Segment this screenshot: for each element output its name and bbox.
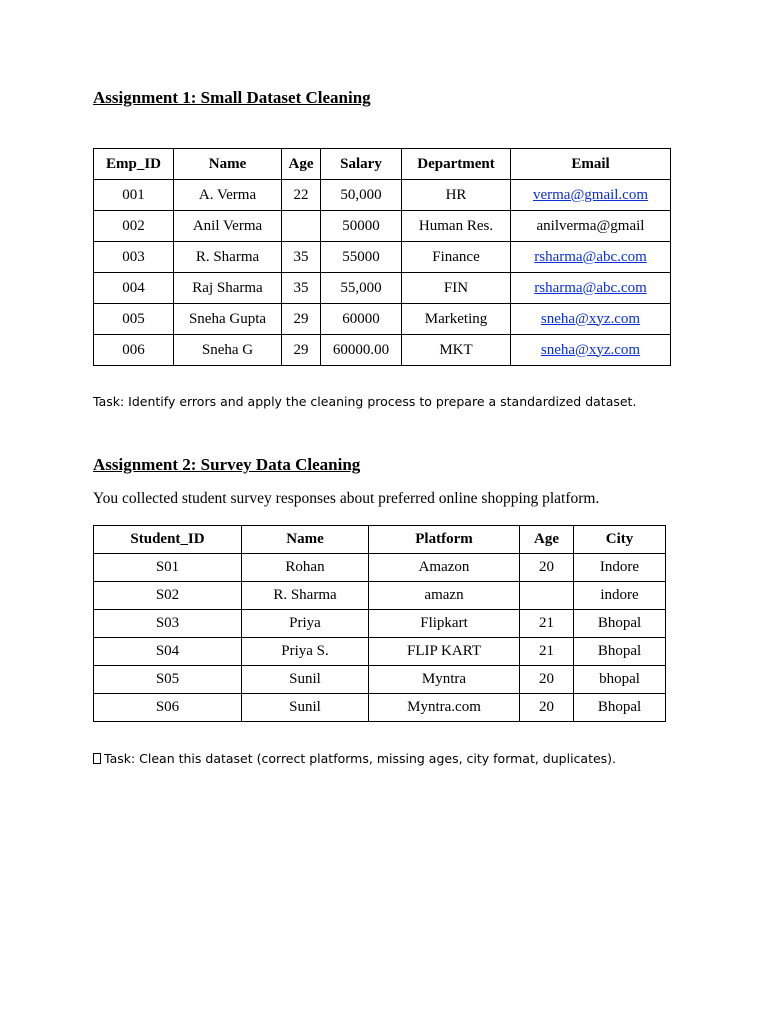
table-row [94,273,671,304]
city-cell: Bhopal [574,638,666,666]
table-row [94,180,671,211]
assignment-2-task-line [93,751,616,766]
name-cell: Sneha G [174,335,282,366]
column-header-age: Age [520,526,574,554]
emp-id-cell: 003 [94,242,174,273]
platform-cell: Myntra.com [369,694,520,722]
age-cell: 35 [282,242,321,273]
platform-cell: amazn [369,582,520,610]
column-header-emp-id: Emp_ID [94,149,174,180]
name-cell: Anil Verma [174,211,282,242]
emp-id-cell: 002 [94,211,174,242]
email-cell [511,242,671,273]
table-row [94,638,666,666]
age-cell: 20 [520,694,574,722]
column-header-student-id: Student_ID [94,526,242,554]
email-link[interactable]: verma@gmail.com [532,186,649,203]
assignment-1-task: Task: Identify errors and apply the cleaning process to prepare a standardized dataset. [93,394,637,409]
age-cell: 20 [520,666,574,694]
department-cell: HR [402,180,511,211]
salary-cell: 60000 [321,304,402,335]
survey-table [93,525,666,722]
table-row [94,211,671,242]
platform-cell: FLIP KART [369,638,520,666]
department-cell: FIN [402,273,511,304]
age-cell: 21 [520,610,574,638]
column-header-salary: Salary [321,149,402,180]
student-id-cell: S06 [94,694,242,722]
age-cell: 29 [282,335,321,366]
department-cell: Human Res. [402,211,511,242]
platform-cell: Flipkart [369,610,520,638]
city-cell: Bhopal [574,694,666,722]
email-link[interactable]: sneha@xyz.com [540,341,641,358]
table-header-row [94,149,671,180]
emp-id-cell: 005 [94,304,174,335]
column-header-platform: Platform [369,526,520,554]
column-header-department: Department [402,149,511,180]
student-id-cell: S02 [94,582,242,610]
missing-glyph-box-icon [93,753,101,764]
email-link[interactable]: rsharma@abc.com [534,279,647,296]
platform-cell: Myntra [369,666,520,694]
department-cell: MKT [402,335,511,366]
age-cell: 29 [282,304,321,335]
employee-table [93,148,671,366]
name-cell: R. Sharma [174,242,282,273]
student-id-cell: S03 [94,610,242,638]
salary-cell: 60000.00 [321,335,402,366]
student-id-cell: S04 [94,638,242,666]
assignment-2-heading: Assignment 2: Survey Data Cleaning [93,455,361,474]
department-cell: Finance [402,242,511,273]
email-link[interactable]: sneha@xyz.com [540,310,641,327]
department-cell: Marketing [402,304,511,335]
city-cell: indore [574,582,666,610]
name-cell: Sneha Gupta [174,304,282,335]
salary-cell: 55,000 [321,273,402,304]
name-cell: Sunil [242,694,369,722]
column-header-name: Name [174,149,282,180]
email-cell [511,335,671,366]
table-row [94,242,671,273]
city-cell: bhopal [574,666,666,694]
city-cell: Bhopal [574,610,666,638]
city-cell: Indore [574,554,666,582]
age-cell: 21 [520,638,574,666]
name-cell: A. Verma [174,180,282,211]
age-cell [520,582,574,610]
student-id-cell: S05 [94,666,242,694]
age-cell: 20 [520,554,574,582]
table-row [94,554,666,582]
age-cell: 22 [282,180,321,211]
table-row [94,666,666,694]
name-cell: Priya S. [242,638,369,666]
column-header-age: Age [282,149,321,180]
table-row [94,610,666,638]
email-link[interactable]: rsharma@abc.com [534,248,647,265]
table-row [94,582,666,610]
email-cell [511,180,671,211]
salary-cell: 55000 [321,242,402,273]
age-cell [282,211,321,242]
student-id-cell: S01 [94,554,242,582]
assignment-1-heading: Assignment 1: Small Dataset Cleaning [93,88,371,107]
assignment-2-task: Task: Clean this dataset (correct platforms, missing ages, city format, duplicates). [104,751,617,766]
emp-id-cell: 001 [94,180,174,211]
table-row [94,694,666,722]
name-cell: Priya [242,610,369,638]
name-cell: Sunil [242,666,369,694]
salary-cell: 50,000 [321,180,402,211]
assignment-2-intro: You collected student survey responses about preferred online shopping platform. [93,490,600,507]
age-cell: 35 [282,273,321,304]
column-header-name: Name [242,526,369,554]
table-row [94,304,671,335]
table-row [94,335,671,366]
emp-id-cell: 004 [94,273,174,304]
table-header-row [94,526,666,554]
email-cell [511,273,671,304]
email-cell [511,304,671,335]
name-cell: R. Sharma [242,582,369,610]
name-cell: Rohan [242,554,369,582]
column-header-email: Email [511,149,671,180]
emp-id-cell: 006 [94,335,174,366]
email-cell: anilverma@gmail [511,211,671,242]
platform-cell: Amazon [369,554,520,582]
salary-cell: 50000 [321,211,402,242]
column-header-city: City [574,526,666,554]
name-cell: Raj Sharma [174,273,282,304]
